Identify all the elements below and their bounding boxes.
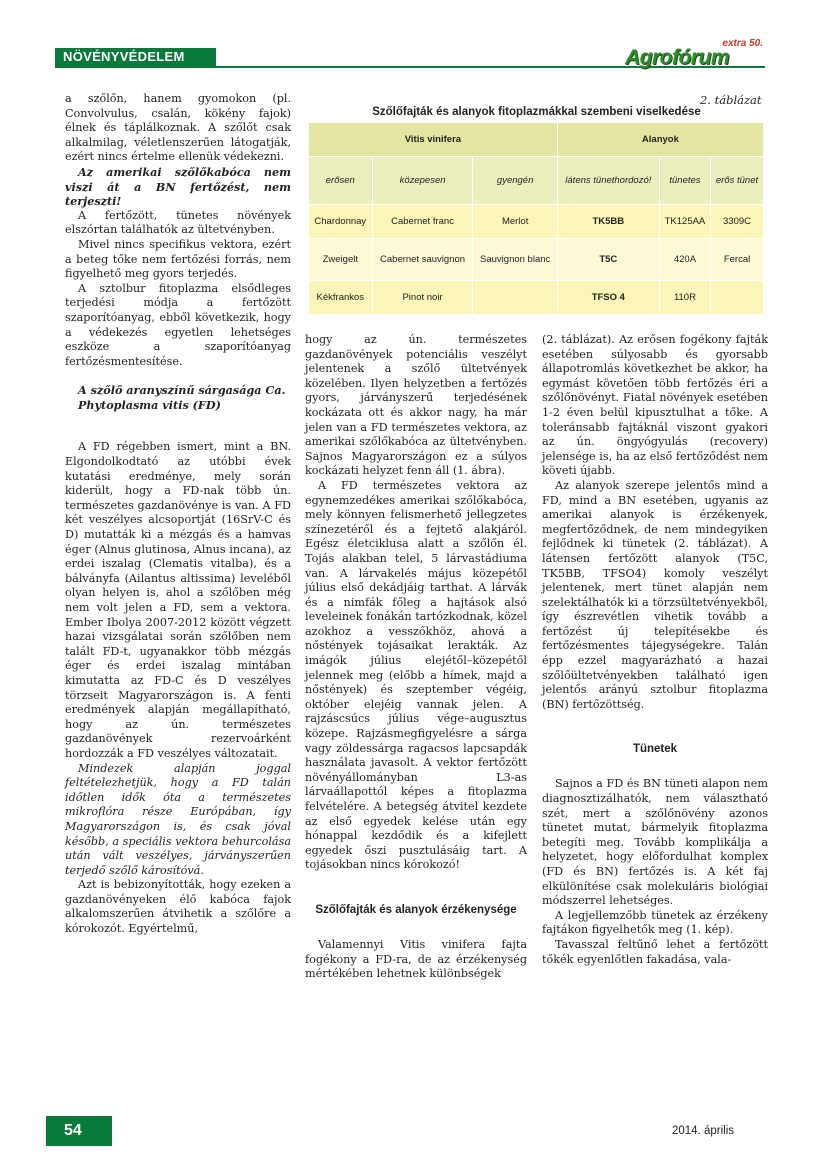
cell: T5C [557,239,659,281]
cell: Chardonnay [309,205,373,239]
subheader: erősen [309,157,373,205]
group-rootstocks: Alanyok [557,123,763,157]
cell: TFSO 4 [557,281,659,315]
paragraph: Valamennyi Vitis vinifera fajta fogékony a FD-ra, de az érzékenység mértékében lehetnek különbségek [305,937,527,981]
column-1 [65,92,291,937]
paragraph: Mindezek alapján joggal feltételezhetjük, hogy a FD talán időtlen idők óta a természetes mikroflóra része Európában, így Magyarországon is, és csak jóval később, a speciális vektora behurcolása után vált veszélyes, járványszerűen terjedő szőlő károsítóvá. [65,761,291,877]
paragraph: Az alanyok szerepe jelentős mind a FD, mind a BN esetében, ugyanis az amerikai alanyok is érzékenyek, megfertőződnek, de nem mindegyiken fejlődnek ki tünetek (2. táblázat). A látensen fertőzött alanyok (T5C, TK5BB, TFSO4) komoly veszélyt jelentenek, mert tünet alapján nem szelektálhatók ki a törzsültetvényekből, így észrevétlen vihetik tovább a fertőzést új telepítésekbe és fertőzésmentes tájegységekre. Talán épp ezzel magyarázható a hazai szőlőültetvényekben található igen jelentős arányú sztolbur fitoplazma (BN) fertőzöttség. [542,478,768,711]
column-3 [542,333,768,967]
cell: Cabernet franc [372,205,473,239]
cell: Cabernet sauvignon [372,239,473,281]
cell [473,281,557,315]
paragraph: A FD régebben ismert, mint a BN. Elgondolkodtató az utóbbi évek kutatási eredménye, mely során kiderült, hogy a FD-nak több ún. természetes gazdanövénye is van. A FD két veszélyes alcsoportját (16SrV-C és D) mutatták ki a mézgás és a hamvas éger (Alnus glutinosa, Alnus incana), az erdei iszalag (Clematis vitalba), és a bálványfa (Ailantus altissima) leveléből olyan helyen is, ahol a szőlőben még nem volt jelen a FD, sem a vektora. Ember Ibolya 2007-2012 között végzett hazai vizsgálatai során szőlőben nem talált FD-t, ugyanakkor több mézgás éger és erdei iszalag mintában kimutatta az FD-C és D veszélyes törzseit Magyarországon is. A fenti eredmények alapján megállapítható, hogy az ún. természetes gazdanövények rezervoárként hordozzák a FD veszélyes változatait. [65,440,291,760]
paragraph: Mivel nincs specifikus vektora, ezért a beteg tőke nem fertőzési forrás, nem figyelhető meg gyors terjedés. [65,237,291,281]
paragraph: Sajnos a FD és BN tüneti alapon nem diagnosztizálhatók, nem választható szét, mert a szőlőnövény azonos tünetet mutat, bármelyik fitoplazma betegíti meg. Tovább komplikálja a helyzetet, hogy előfordulhat komplex (FD és BN) fertőzés is. A két faj elkülönítése csak molekuláris biológiai módszerrel lehetséges. [542,777,768,908]
cell: TK125AA [659,205,710,239]
paragraph: a szőlőn, hanem gyomokon (pl. Convolvulus, csalán, kökény fajok) élnek és táplálkoznak. A szőlőt csak alkalmilag, véletlenszerűen látogatják, ezért nincs értelme ellenük védekezni. [65,92,291,164]
logo-extra: extra 50. [722,38,763,49]
paragraph: hogy az ún. természetes gazdanövények potenciális veszélyt jelentenek a szőlő ültetvények közelében. Ilyen helyzetben a fertőzés gyors, járványszerű terjedésének kockázata ott és akkor nagy, ha már jelen van a FD természetes vektora, az amerikai szőlőkabóca az ültetvényben. Sajnos Magyarországon ez a súlyos kockázati helyzet fenn áll (1. ábra). [305,333,527,478]
paragraph: A FD természetes vektora az egynemzedékes amerikai szőlőkabóca, mely könnyen felismerhető jellegzetes színezetéről és a fejtető alakjáról. Egész életciklusa alatt a szőlőn él. Tojás alakban telel, 5 lárvastádiuma van. A lárvakelés május közepétől július első dekádjáig tarthat. A lárvák és a nimfák főleg a hajtások alsó leveleinek fonákán tartózkodnak, közel azokhoz a vesszőkhöz, ahová a nőstények tojásaikat lerakták. Az imágók július elejétől–közepétől jelennek meg (előbb a hímek, majd a nőstények) és szeptember végéig, október elejéig vannak jelen. A rajzáscsúcs július vége–augusztus közepe. Rajzásmegfigyelésre a sárga vagy zöldessárga ragacsos lapcsapdák használata javasolt. A vektor fertőzött növényállományban L3-as lárvaállapottól képes a fitoplazma felvételére. A betegség átvitel kezdete az első egyedek kelése után egy hónappal kezdődik és a kifejlett egyedek őszi pusztulásáig tart. A tojásokban nincs kórokozó! [305,478,527,872]
paragraph: Azt is bebizonyították, hogy ezeken a gazdanövényeken élő kabóca fajok alkalomszerűen átvihetik a szőlőre a kórokozót. Egyértelmű, [65,878,291,936]
cell: 420A [659,239,710,281]
cell: 3309C [711,205,764,239]
cell: TK5BB [557,205,659,239]
variety-table [308,122,764,315]
table-subheader-row [309,157,764,205]
magazine-logo [625,38,765,69]
subheading: A szőlő aranyszínű sárgasága Ca. Phytoplasma vitis (FD) [78,383,286,412]
table-group-row [309,123,764,157]
column-2 [305,333,527,982]
issue-date: 2014. április [672,1125,735,1137]
paragraph: A sztolbur fitoplazma elsődleges terjedési módja a fertőzött szaporítóanyag, ebből következik, hogy a védekezés egyetlen lehetséges eszköze a szaporítóanyag fertőzésmentesítése. [65,281,291,368]
cell: Fercal [711,239,764,281]
table-title: Szőlőfajták és alanyok fitoplazmákkal szembeni viselkedése [372,106,701,118]
section-label: NÖVÉNYVÉDELEM [55,48,216,66]
subheader: tünetes [659,157,710,205]
group-vinifera: Vitis vinifera [309,123,558,157]
paragraph: Tavasszal feltűnő lehet a fertőzött tőkék egyenlőtlen fakadása, vala- [542,937,768,966]
highlight-paragraph: Az amerikai szőlőkabóca nem viszi át a BN fertőzést, nem terjeszti! [65,164,291,209]
cell: Zweigelt [309,239,373,281]
subheader: közepesen [372,157,473,205]
cell [711,281,764,315]
cell: Kékfrankos [309,281,373,315]
table-label: 2. táblázat [700,93,762,107]
subheader: gyengén [473,157,557,205]
cell: Pinot noir [372,281,473,315]
subheader: erős tünet [711,157,764,205]
cell: 110R [659,281,710,315]
subheader: látens tünethordozó! [557,157,659,205]
section-heading: Tünetek [632,743,678,756]
table-row [309,281,764,315]
logo-brand: Agrofórum [625,46,729,69]
cell: Sauvignon blanc [473,239,557,281]
page-number: 54 [46,1116,112,1146]
table-row [309,205,764,239]
cell: Merlot [473,205,557,239]
paragraph: A fertőzött, tünetes növények elszórtan találhatók az ültetvényben. [65,208,291,237]
paragraph: (2. táblázat). Az erősen fogékony fajták esetében súlyosabb és gyorsabb állapotromlás következhet be akkor, ha egymást követően több fertőzés éri a szőlőnövényt. Fiatal növények esetében 1-2 éven belül kipusztulhat a tőke. A toleránsabb fajtáknál viszont gyakori az ún. öngyógyulás (recovery) jelensége is, ha az első fertőződést nem követi újabb. [542,333,768,478]
section-heading: Szőlőfajták és alanyok érzékenysége [315,903,517,916]
table-row [309,239,764,281]
paragraph: A legjellemzőbb tünetek az érzékeny fajtákon figyelhetők meg (1. kép). [542,908,768,937]
